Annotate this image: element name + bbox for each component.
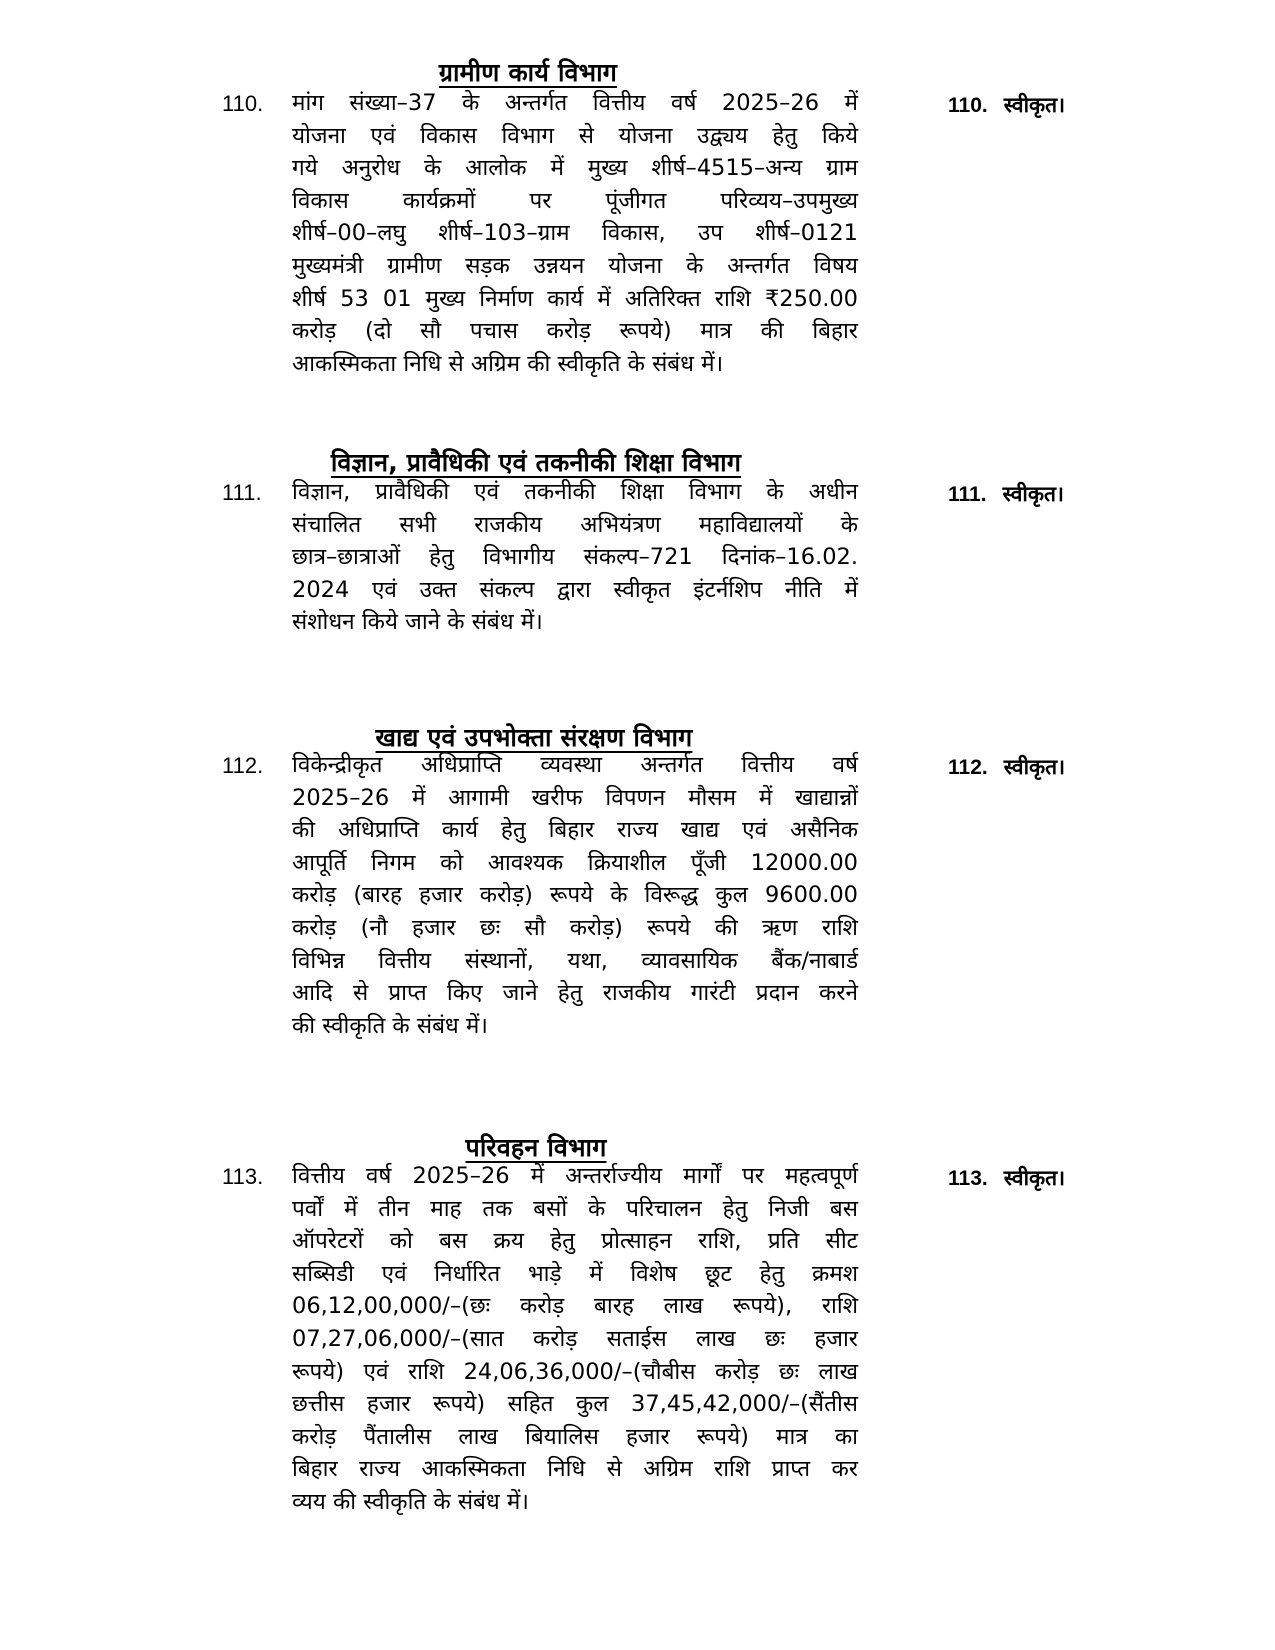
item-description [292,476,858,639]
description-line: 06,12,00,000/–(छः करोड़ बारह लाख रूपये), राशि [292,1293,858,1320]
status-number: 113. [948,1167,988,1190]
item-number: 111. [222,480,262,505]
description-line: आदि से प्राप्त किए जाने हेतु राजकीय गारंटी प्रदान करने [292,980,858,1007]
description-line: संचालित सभी राजकीय अभियंत्रण महाविद्यालयों के [292,511,858,538]
description-line: आपूर्ति निगम को आवश्यक क्रियाशील पूँजी 12000.00 [292,849,858,876]
description-line: रूपये) एवं राशि 24,06,36,000/–(चौबीस करोड़ छः लाख [292,1358,858,1385]
item-description [292,1160,858,1519]
status-number: 111. [948,483,987,506]
approval-status [948,91,1065,119]
description-line: विकेन्द्रीकृत अधिप्राप्ति व्यवस्था अन्तर्गत वित्तीय वर्ष [292,752,858,778]
department-heading: ग्रामीण कार्य विभाग [438,58,618,87]
description-line: की अधिप्राप्ति कार्य हेतु बिहार राज्य खाद्य एवं असैनिक [292,817,858,844]
description-line: 2025–26 में आगामी खरीफ विपणन मौसम में खाद्यान्नों [292,784,858,811]
status-number: 110. [948,94,988,117]
item-number: 113. [222,1164,264,1189]
description-line: सब्सिडी एवं निर्धारित भाड़े में विशेष छूट हेतु क्रमश [292,1260,858,1287]
description-line: मांग संख्या–37 के अन्तर्गत वित्तीय वर्ष 2025–26 में [292,90,858,116]
status-text: स्वीकृत। [1003,755,1066,779]
status-text: स्वीकृत। [1003,1166,1066,1190]
description-line: योजना एवं विकास विभाग से योजना उद्व्यय हेतु किये [292,122,858,149]
item-description [292,87,858,380]
approval-status [948,1164,1065,1192]
description-line: छात्र–छात्राओं हेतु विभागीय संकल्प–721 दिनांक–16.02. [292,544,858,571]
description-line: विकास कार्यक्रमों पर पूंजीगत परिव्यय–उपमुख्य [292,187,858,214]
description-line: शीर्ष 53 01 मुख्य निर्माण कार्य में अतिरिक्त राशि ₹250.00 [292,285,858,312]
item-description [292,749,858,1042]
description-line: विज्ञान, प्रावैधिकी एवं तकनीकी शिक्षा विभाग के अधीन [292,479,858,505]
description-line: संशोधन किये जाने के संबंध में। [292,609,543,636]
description-line: करोड़ (नौ हजार छः सौ करोड़) रूपये की ऋण राशि [292,914,858,941]
status-text: स्वीकृत। [1002,482,1064,506]
status-number: 112. [948,756,988,779]
department-heading: परिवहन विभाग [465,1133,607,1162]
description-line: 07,27,06,000/–(सात करोड़ सताईस लाख छः हजार [292,1325,858,1352]
description-line: गये अनुरोध के आलोक में मुख्य शीर्ष–4515–अन्य ग्राम [292,155,858,182]
department-heading: विज्ञान, प्रावैधिकी एवं तकनीकी शिक्षा विभाग [330,448,742,477]
description-line: आकस्मिकता निधि से अग्रिम की स्वीकृति के संबंध में। [292,350,724,377]
description-line: करोड़ पैंतालीस लाख बियालिस हजार रूपये) मात्र का [292,1423,858,1450]
description-line: 2024 एवं उक्त संकल्प द्वारा स्वीकृत इंटर्नशिप नीति में [292,576,858,603]
description-line: बिहार राज्य आकस्मिकता निधि से अग्रिम राशि प्राप्त कर [292,1456,858,1483]
description-line: शीर्ष–00–लघु शीर्ष–103–ग्राम विकास, उप शीर्ष–0121 [292,220,858,247]
department-heading: खाद्य एवं उपभोक्ता संरक्षण विभाग [375,723,693,752]
description-line: छत्तीस हजार रूपये) सहित कुल 37,45,42,000/–(सैंतीस [292,1391,858,1418]
description-line: करोड़ (बारह हजार करोड़) रूपये के विरूद्ध कुल 9600.00 [292,882,858,909]
description-line: विभिन्न वित्तीय संस्थानों, यथा, व्यावसायिक बैंक/नाबार्ड [292,947,858,974]
item-number: 110. [222,91,264,116]
description-line: वित्तीय वर्ष 2025–26 में अन्तर्राज्यीय मार्गों पर महत्वपूर्ण [292,1163,858,1189]
item-number: 112. [222,753,264,778]
description-line: की स्वीकृति के संबंध में। [292,1012,488,1039]
description-line: पर्वों में तीन माह तक बसों के परिचालन हेतु निजी बस [292,1195,858,1222]
approval-status [948,753,1065,781]
description-line: ऑपरेटरों को बस क्रय हेतु प्रोत्साहन राशि, प्रति सीट [292,1228,858,1255]
approval-status [948,480,1064,508]
description-line: मुख्यमंत्री ग्रामीण सड़क उन्नयन योजना के अन्तर्गत विषय [292,252,858,279]
description-line: व्यय की स्वीकृति के संबंध में। [292,1488,529,1515]
status-text: स्वीकृत। [1003,93,1066,117]
description-line: करोड़ (दो सौ पचास करोड़ रूपये) मात्र की बिहार [292,318,858,345]
